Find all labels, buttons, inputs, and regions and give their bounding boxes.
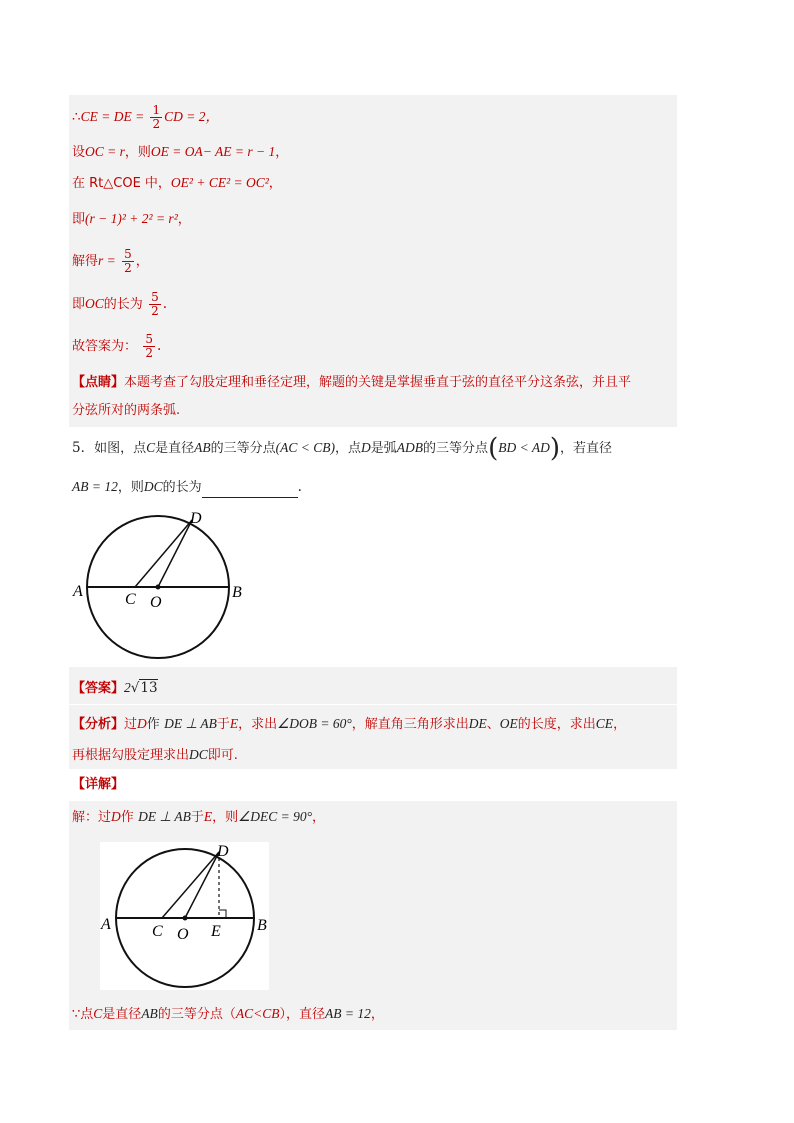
solution-line-3: 在 Rt△COE 中，OE² + CE² = OC²，	[72, 175, 282, 191]
circle-figure-2	[98, 841, 273, 991]
answer-blank[interactable]	[202, 483, 298, 498]
solution-line-2: 设OC = r，则OE = OA− AE = r − 1，	[72, 144, 289, 160]
label-B: B	[257, 917, 267, 934]
analysis-line-2: 再根据勾股定理求出DC即可.	[72, 747, 238, 763]
detail-tag-line	[72, 774, 124, 795]
fraction-one-half: $\frac{1}{2}$	[152, 103, 161, 131]
label-B: B	[232, 584, 242, 601]
label-O: O	[150, 594, 162, 611]
label-E: E	[211, 923, 221, 940]
analysis-line-1: 【分析】过D作 DE ⊥ AB于E，求出∠DOB = 60°，解直角三角形求出DE、OE的长度，求出CE，	[72, 716, 627, 732]
analysis-tag: 【分析】	[72, 717, 125, 732]
answer-line: 【答案】2√13	[72, 680, 158, 696]
right-angle-mark	[219, 910, 226, 918]
label-A: A	[73, 583, 83, 600]
label-A: A	[101, 916, 111, 933]
question-line-1: 5．如图，点C是直径AB的三等分点(AC < CB)，点D是弧ADB的三等分点(BD < AD)，若直径	[72, 433, 612, 464]
solution-line-4: 即(r − 1)² + 2² = r²，	[72, 211, 191, 227]
fraction-five-halves: $\frac{5}{2}$	[151, 290, 159, 318]
solution-line-7: 故答案为： $\frac{5}{2}$ .	[72, 332, 162, 360]
detail-tag: 【详解】	[72, 777, 125, 792]
label-C: C	[152, 923, 163, 940]
question-line-2: AB = 12，则DC的长为 .	[72, 477, 302, 498]
label-C: C	[125, 591, 136, 608]
detail-last-line: ∵点C是直径AB的三等分点（AC<CB），直径AB = 12，	[72, 1006, 384, 1022]
tip-line-1: 【点睛】本题考查了勾股定理和垂径定理，解题的关键是掌握垂直于弦的直径平分这条弦，并且平	[72, 375, 632, 390]
label-D: D	[217, 843, 229, 860]
tip-tag: 【点睛】	[72, 375, 125, 390]
center-dot	[156, 585, 161, 590]
answer-tag: 【答案】	[72, 681, 125, 696]
fraction-five-halves: $\frac{5}{2}$	[145, 332, 153, 360]
question-number: 5．	[72, 440, 95, 456]
solution-line-6: 即OC的长为 $\frac{5}{2}$ .	[72, 290, 168, 318]
solution-line-5: 解得r = $\frac{5}{2}$ ，	[72, 247, 149, 275]
detail-line-1: 解：过D作 DE ⊥ AB于E，则∠DEC = 90°，	[72, 809, 326, 825]
answer-block	[69, 667, 677, 704]
fraction-five-halves: $\frac{5}{2}$	[124, 247, 132, 275]
solution-line-1: ∴CE = DE = $\frac{1}{2}$ CD = 2，	[72, 103, 219, 131]
label-D: D	[190, 510, 202, 527]
label-O: O	[177, 926, 189, 943]
circle-figure-1	[70, 505, 250, 665]
tip-line-2: 分弦所对的两条弧.	[72, 403, 181, 418]
center-dot	[183, 916, 188, 921]
